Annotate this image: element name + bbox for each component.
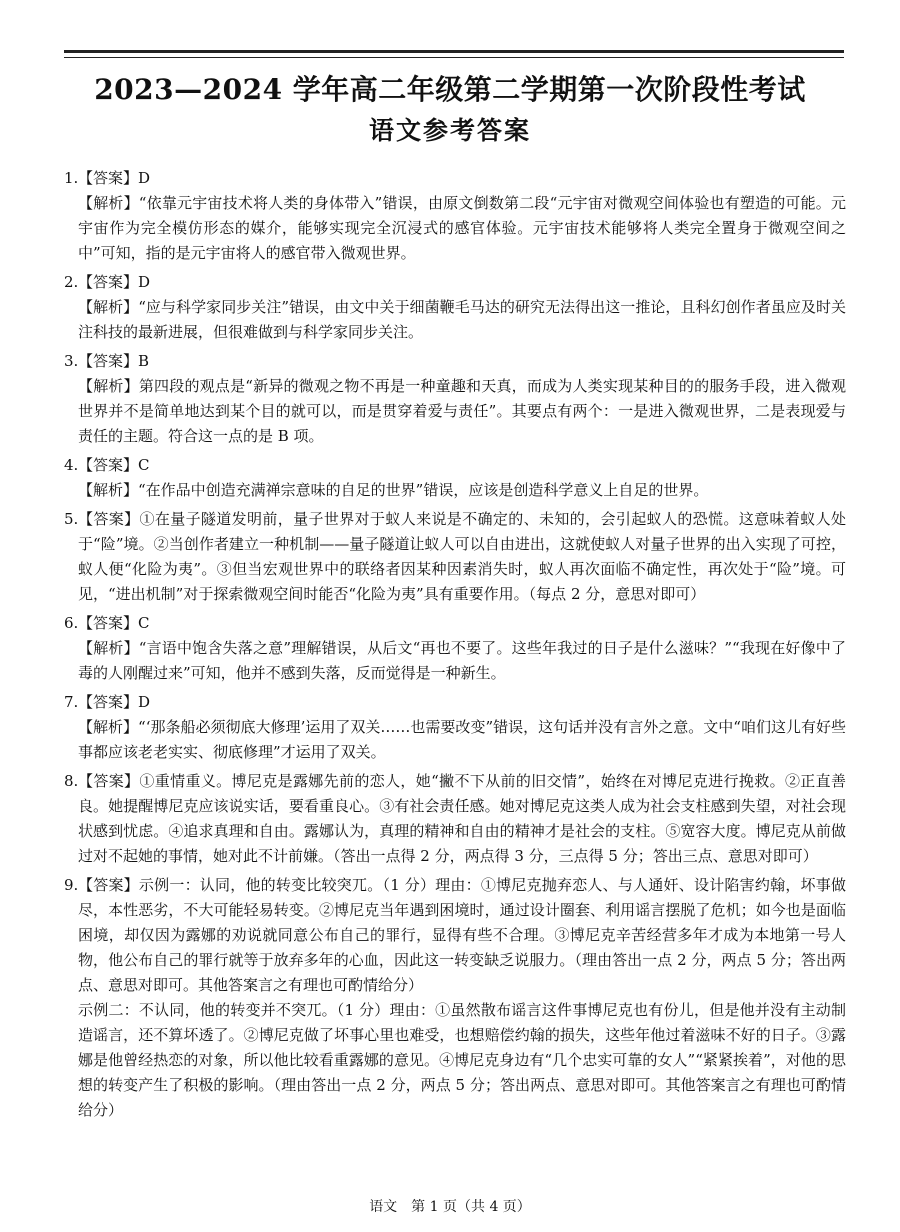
answer-item-7: [64, 690, 846, 765]
answer-item-5: [64, 507, 846, 607]
item-analysis: 【解析】“依靠元宇宙技术将人类的身体带入”错误，由原文倒数第二段“元宇宙对微观空间体验也有塑造的可能。元宇宙作为完全模仿形态的媒介，能够实现完全沉浸式的感官体验。元宇宙技术能够将人类完全置身于微观空间之中”可知，指的是元宇宙将人的感官带入微观世界。: [78, 194, 846, 262]
item-example-2: 示例二：不认同，他的转变并不突兀。（1 分）理由：①虽然散布谣言这件事博尼克也有份儿，但是他并没有主动制造谣言，还不算坏透了。②博尼克做了坏事心里也难受，也想赔偿约翰的损失，这些年他过着滋味不好的日子。③露娜是他曾经热恋的对象，所以他比较看重露娜的意见。④博尼克身边有“几个忠实可靠的女人”“紧紧挨着”，对他的思想的转变产生了积极的影响。（理由答出一点 2 分，两点 5 分；答出两点、意思对即可。其他答案言之有理也可酌情给分）: [78, 1001, 846, 1119]
item-analysis: 【解析】“在作品中创造充满禅宗意味的自足的世界”错误，应该是创造科学意义上自足的世界。: [78, 481, 709, 499]
item-number: 6.: [64, 614, 79, 632]
item-number: 7.: [64, 693, 79, 711]
item-number: 2.: [64, 273, 79, 291]
item-number: 3.: [64, 352, 79, 370]
item-answer: 【答案】①重情重义。博尼克是露娜先前的恋人，她“撇不下从前的旧交情”，始终在对博尼克进行挽救。②正直善良。她提醒博尼克应该说实话，要看重良心。③有社会责任感。她对博尼克这类人成为社会支柱感到失望，对社会现状感到忧虑。④追求真理和自由。露娜认为，真理的精神和自由的精神才是社会的支柱。⑤宽容大度。博尼克从前做过对不起她的事情，她对此不计前嫌。（答出一点得 2 分，两点得 3 分，三点得 5 分；答出三点、意思对即可）: [78, 772, 846, 865]
answer-item-4: [64, 453, 846, 503]
answer-list: [64, 166, 846, 1127]
answer-item-2: [64, 270, 846, 345]
item-answer: 【答案】D: [78, 693, 151, 711]
item-answer: 【答案】C: [78, 456, 150, 474]
item-number: 9.: [64, 876, 79, 894]
answer-item-3: [64, 349, 846, 449]
page-subtitle: 语文参考答案: [368, 116, 531, 145]
item-analysis: 【解析】“应与科学家同步关注”错误，由文中关于细菌鞭毛马达的研究无法得出这一推论，且科幻创作者虽应及时关注科技的最新进展，但很难做到与科学家同步关注。: [78, 298, 846, 341]
item-analysis: 【解析】“言语中饱含失落之意”理解错误，从后文“再也不要了。这些年我过的日子是什么滋味？”“我现在好像中了毒的人刚醒过来”可知，他并不感到失落，反而觉得是一种新生。: [78, 639, 846, 682]
item-number: 4.: [64, 456, 79, 474]
answer-item-1: [64, 166, 846, 266]
item-analysis: 【解析】第四段的观点是“新异的微观之物不再是一种童趣和天真，而成为人类实现某种目的的服务手段，进入微观世界并不是简单地达到某个目的就可以，而是贯穿着爱与责任”。其要点有两个：一是进入微观世界，二是表现爱与责任的主题。符合这一点的是 B 项。: [78, 377, 846, 445]
item-answer: 【答案】D: [78, 169, 151, 187]
item-number: 1.: [64, 169, 79, 187]
header-rule-thin: [64, 57, 844, 58]
page-footer: 语文 第 1 页（共 4 页）: [369, 1199, 531, 1215]
item-answer: 【答案】C: [78, 614, 150, 632]
answer-item-6: [64, 611, 846, 686]
answer-item-9: [64, 873, 846, 1123]
item-number: 8.: [64, 772, 79, 790]
item-answer: 【答案】D: [78, 273, 151, 291]
header-rule-thick: [64, 50, 844, 53]
item-analysis: 【解析】“‘那条船必须彻底大修理’运用了双关……也需要改变”错误，这句话并没有言外之意。文中“咱们这儿有好些事都应该老老实实、彻底修理”才运用了双关。: [78, 718, 846, 761]
item-answer: 【答案】①在量子隧道发明前，量子世界对于蚁人来说是不确定的、未知的，会引起蚁人的恐慌。这意味着蚁人处于“险”境。②当创作者建立一种机制——量子隧道让蚁人可以自由进出，这就使蚁人对量子世界的出入实现了可控，蚁人便“化险为夷”。③但当宏观世界中的联络者因某种因素消失时，蚁人再次面临不确定性，再次处于“险”境。可见，“进出机制”对于探索微观空间时能否“化险为夷”具有重要作用。（每点 2 分，意思对即可）: [78, 510, 846, 603]
item-answer: 【答案】B: [78, 352, 150, 370]
answer-item-8: [64, 769, 846, 869]
page-title: 2023—2024 学年高二年级第二学期第一次阶段性考试: [94, 73, 806, 106]
item-number: 5.: [64, 510, 79, 528]
item-answer: 【答案】示例一：认同，他的转变比较突兀。（1 分）理由：①博尼克抛弃恋人、与人通奸、设计陷害约翰，坏事做尽，本性恶劣，不大可能轻易转变。②博尼克当年遇到困境时，通过设计圈套、利用谣言摆脱了危机；如今也是面临困境，却仅因为露娜的劝说就同意公布自己的罪行，显得有些不合理。③博尼克辛苦经营多年才成为本地第一号人物，他公布自己的罪行就等于放弃多年的心血，因此这一转变缺乏说服力。（理由答出一点 2 分，两点 5 分；答出两点、意思对即可。其他答案言之有理也可酌情给分）: [78, 876, 846, 994]
